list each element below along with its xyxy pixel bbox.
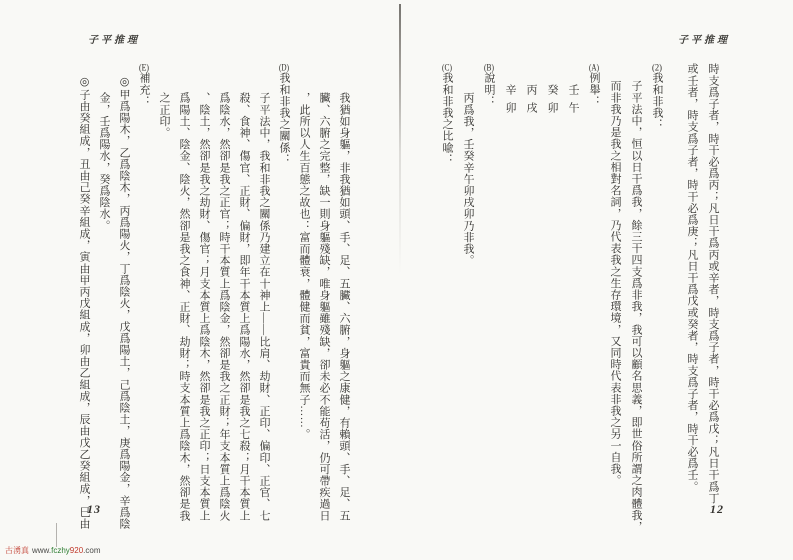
- section-label: (C): [442, 63, 452, 72]
- section-label: (A): [589, 63, 599, 72]
- paragraph-column: 殺、食神、傷官、正財、偏財，即年干本質上爲陽水，然卻是我之七殺；月干本質上: [238, 92, 250, 522]
- continuation-column: 或壬者，時支爲子者，時干必爲庚；凡日干爲戊或癸者，時支爲子者，時干必爲壬。: [686, 63, 698, 493]
- paragraph-column: 而非我乃是我之相對名詞，乃代表我之生存環境，又同時代表非我之另一自我。: [609, 80, 621, 486]
- continuation-column: 時支爲子者，時干必爲丙；凡日干爲丙或辛者，時支爲子者，時干必爲戊；凡日干爲丁: [707, 63, 719, 504]
- running-head-left: 子平推理: [88, 35, 140, 46]
- section-title: 我和非我之比喩：: [441, 72, 453, 165]
- section-title: 補充：: [138, 72, 150, 107]
- pillar-year: 壬午: [567, 84, 579, 120]
- paragraph-column: 之正印。: [158, 92, 170, 139]
- book-gutter-line: [399, 4, 401, 274]
- watermark-url-name: fczhy: [51, 546, 70, 555]
- section-title: 說明：: [483, 72, 495, 107]
- page-number-13: 13: [87, 502, 101, 516]
- section-heading-b: [478, 63, 499, 543]
- paragraph-column: 爲陽土、陰金、陰火，然卻是我之食神、正財、劫財；時支本質上爲陰木，然卻是我: [178, 92, 190, 522]
- watermark-url-number: 920: [69, 546, 84, 555]
- page-12-text-block: [423, 63, 723, 543]
- section-label: (D): [279, 63, 289, 72]
- paragraph-column: 我猶如身軀，非我猶如頭、手、足、五臟、六腑，身軀之康健，有賴頭、手、足、五: [338, 92, 350, 522]
- section-title: 例舉：: [588, 72, 600, 107]
- section-label: (E): [139, 63, 149, 72]
- pillar-day: 丙戌: [525, 84, 537, 120]
- watermark-url-prefix: www.: [32, 546, 52, 555]
- running-head-right: 子平推理: [678, 35, 730, 46]
- page-13-text-block: [59, 63, 354, 543]
- note-column: ◎子由癸組成，丑由己癸辛組成，寅由甲丙戊組成，卯由乙組成，辰由戊乙癸組成，巳由: [78, 75, 90, 530]
- section-title: 我和非我之關係：: [278, 72, 290, 165]
- section-heading-d: [274, 63, 294, 543]
- watermark-url-tld: .com: [83, 546, 101, 555]
- page-number-12: 12: [710, 502, 724, 516]
- paragraph-column: 臟、六腑之完整，缺一則身軀殘缺，唯身軀雖殘缺，卻未必不能苟活，仍可帶疾過日: [318, 92, 330, 522]
- pillar-month: 癸卯: [546, 84, 558, 120]
- note-column: ◎甲爲陽木，乙爲陰木，丙爲陽火，丁爲陰火，戊爲陽土，己爲陰土，庚爲陽金，辛爲陰: [118, 75, 130, 530]
- scratch-mark: [56, 523, 57, 547]
- paragraph-column: 子平法中，我和非我之關係乃建立在十神上——比肩、劫財、正印、偏印、正官、七: [258, 92, 270, 522]
- section-heading-2: [646, 63, 667, 543]
- note-column: 金，壬爲陽水，癸爲陰水。: [98, 92, 110, 232]
- watermark: [5, 546, 101, 556]
- section-heading-e: [134, 63, 154, 543]
- section-heading-a: [583, 63, 604, 543]
- pillar-hour: 辛卯: [504, 84, 516, 120]
- paragraph-column: 子平法中，恒以日干爲我，餘三干四支爲非我，我可以顧名思義，即世俗所謂之肉體我，: [630, 80, 642, 533]
- paragraph-column: 爲陰水，然卻是我之正官；時干本質上爲陰金，然卻是我之正財；年支本質上爲陰火: [218, 92, 230, 522]
- watermark-label: 古湧真: [5, 546, 29, 555]
- paragraph-column: 、陰土，然卻是我之劫財、傷官；月支本質上爲陰木，然卻是我之正印；日支本質上: [198, 92, 210, 522]
- paragraph-column: ，此所以人生百態之故也：富而體衰，體健而貧，富貴而無子……。: [298, 92, 310, 440]
- section-label: (B): [484, 63, 494, 72]
- section-title: 我和非我：: [651, 72, 663, 130]
- section-label: (2): [652, 63, 662, 72]
- paragraph-column: 丙爲我，壬癸辛午卯戌卯乃非我。: [462, 92, 474, 266]
- section-heading-c: [436, 63, 457, 543]
